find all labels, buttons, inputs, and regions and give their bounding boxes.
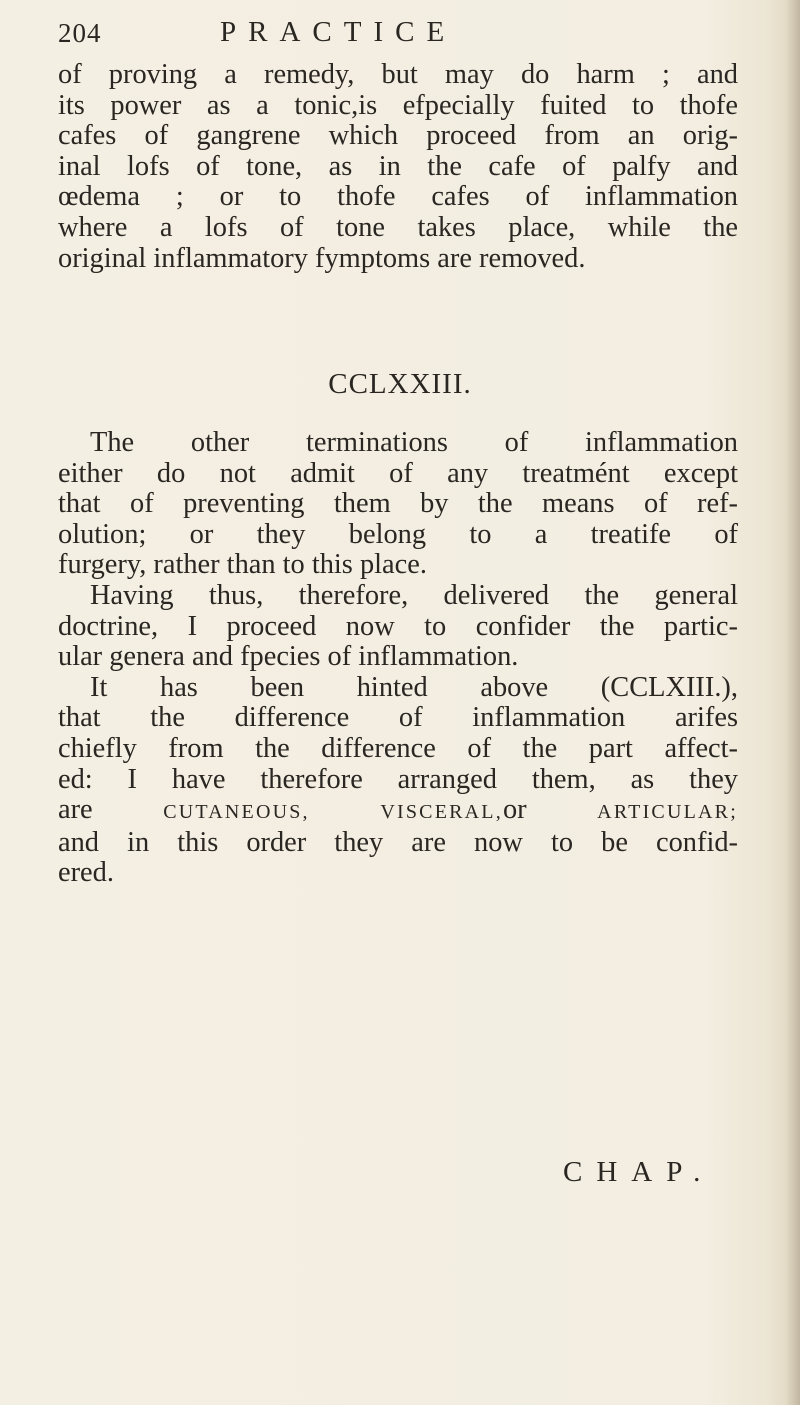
page-edge-shadow [786,0,800,1405]
text-line: Having thus, therefore, delivered the general [90,579,738,611]
page-number: 204 [58,18,102,48]
section-heading: CCLXXIII. [328,368,472,400]
category-visceral: VISCERAL, [380,801,503,824]
text-line: that the difference of inflammation arifes [58,702,738,734]
text-line: either do not admit of any treatmént except [58,457,738,489]
text-line: inal lofs of tone, as in the cafe of palfy and [58,150,738,182]
category-cutaneous: CUTANEOUS, [163,801,310,824]
text-line: furgery, rather than to this place. [58,549,427,581]
catchword: CHAP. [563,1156,715,1188]
categories-line [58,795,738,828]
text-line: ular genera and fpecies of inflammation. [58,641,519,673]
running-head: PRACTICE [220,16,457,48]
text-line: ered. [58,857,114,889]
text-line: and in this order they are now to be confid- [58,826,738,858]
section-body [58,428,738,889]
text-line: olution; or they belong to a treatife of [58,518,738,550]
text-line: The other terminations of inflammation [90,427,738,458]
text-line: chiefly from the difference of the part affect- [58,732,738,764]
text-line: doctrine, I proceed now to confider the partic- [58,610,738,642]
text-line: where a lofs of tone takes place, while the [58,211,738,243]
categories-or: or [502,794,527,826]
paragraph-continued [58,60,738,274]
text-line: ed: I have therefore arranged them, as they [58,763,738,795]
text-line: cafes of gangrene which proceed from an orig- [58,120,738,152]
text-line: original inflammatory fymptoms are removed. [58,242,586,274]
text-line: that of preventing them by the means of ref- [58,488,738,520]
text-line: its power as a tonic,is efpecially fuited to thofe [58,89,738,121]
categories-prefix: are [58,794,93,826]
category-articular: ARTICULAR; [597,801,738,824]
text-line: œdema ; or to thofe cafes of inflammation [58,181,738,213]
text-line: of proving a remedy, but may do harm ; and [58,59,738,90]
text-line: It has been hinted above (CCLXIII.), [90,671,738,703]
